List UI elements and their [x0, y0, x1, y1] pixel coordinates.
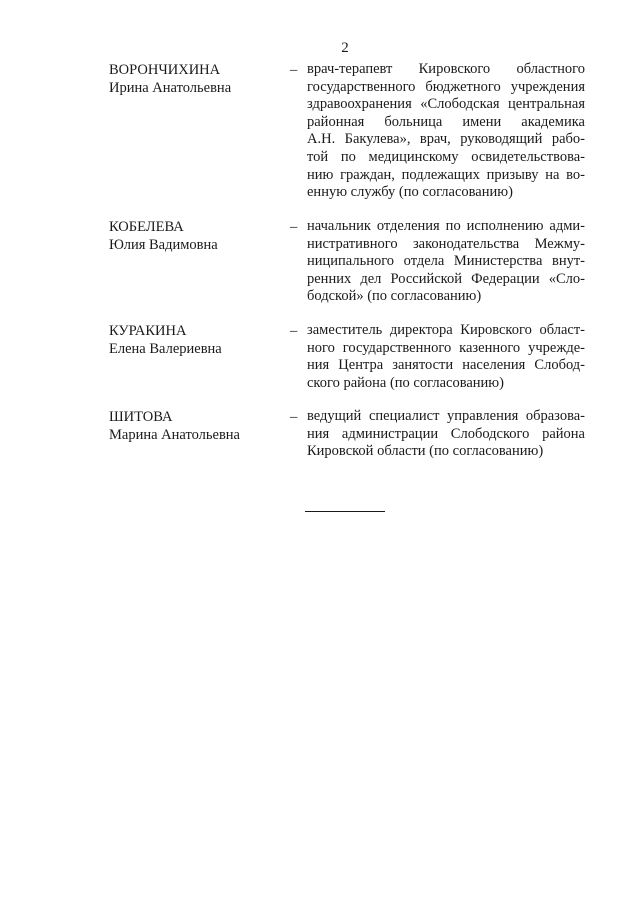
- position-line: здравоохранения «Слободская центральная: [307, 96, 585, 113]
- dash-separator: –: [290, 219, 298, 235]
- member-given-names: Ирина Анатольевна: [109, 80, 232, 96]
- position-line: ного государственного казенного учрежде-: [307, 339, 585, 356]
- position-line: енную службу (по согласованию): [307, 184, 513, 201]
- member-position: [307, 408, 585, 461]
- dash-separator: –: [290, 62, 298, 78]
- position-line: бодской» (по согласованию): [307, 288, 482, 305]
- page-number: 2: [341, 40, 349, 56]
- position-line: ренних дел Российской Федерации «Сло-: [307, 270, 585, 287]
- position-line: А.Н. Бакулева», врач, руководящий рабо-: [307, 131, 585, 148]
- member-name: [109, 218, 289, 254]
- position-line: ниципального отдела Министерства внут-: [307, 253, 585, 270]
- member-name: [109, 61, 289, 97]
- member-position: [307, 61, 585, 202]
- member-surname: ШИТОВА: [109, 409, 173, 425]
- position-line: ния Центра занятости населения Слобод-: [307, 357, 585, 374]
- position-line: ведущий специалист управления образова-: [307, 408, 585, 424]
- closing-rule: [305, 511, 385, 512]
- dash-separator: –: [290, 323, 298, 339]
- position-line: нистративного законодательства Межму-: [307, 235, 585, 252]
- position-line: Кировской области (по согласованию): [307, 443, 544, 460]
- position-line: ния администрации Слободского района: [307, 425, 585, 442]
- dash-separator: –: [290, 409, 298, 425]
- position-line: заместитель директора Кировского област-: [307, 322, 585, 338]
- member-position: [307, 322, 585, 392]
- position-line: врач-терапевт Кировского областного: [307, 61, 585, 77]
- member-position: [307, 218, 585, 306]
- member-given-names: Марина Анатольевна: [109, 427, 240, 443]
- position-line: районная больница имени академика: [307, 113, 585, 130]
- member-surname: КОБЕЛЕВА: [109, 219, 184, 235]
- position-line: ского района (по согласованию): [307, 374, 504, 391]
- position-line: начальник отделения по исполнению адми-: [307, 218, 585, 234]
- member-surname: ВОРОНЧИХИНА: [109, 62, 221, 78]
- position-line: нию граждан, подлежащих призыву на во-: [307, 166, 585, 183]
- position-line: государственного бюджетного учреждения: [307, 78, 585, 95]
- member-name: [109, 408, 289, 444]
- position-line: той по медицинскому освидетельствова-: [307, 148, 585, 165]
- member-surname: КУРАКИНА: [109, 323, 187, 339]
- member-name: [109, 322, 289, 358]
- member-given-names: Юлия Вадимовна: [109, 237, 218, 253]
- member-given-names: Елена Валериевна: [109, 341, 222, 357]
